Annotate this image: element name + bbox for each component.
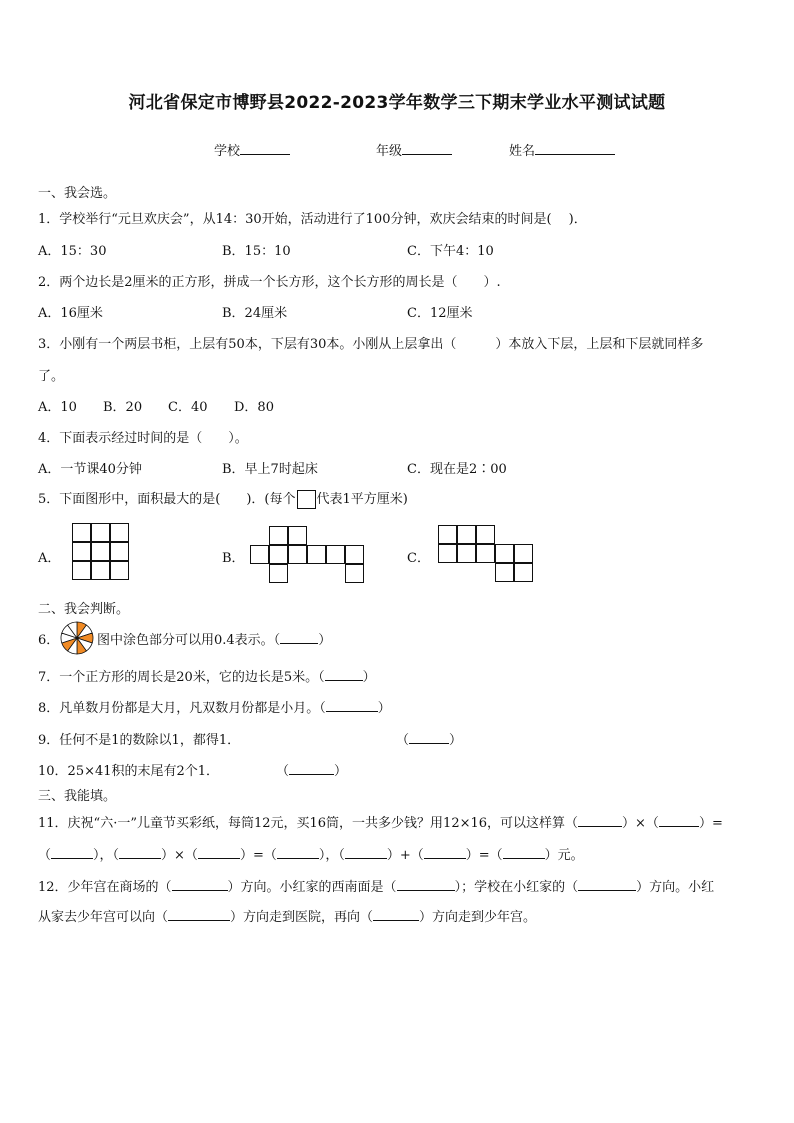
q12-text-1: 12．少年宫在商场的（ [38,880,172,895]
q2-option-a[interactable]: A．16厘米 [38,306,103,321]
q4-option-c[interactable]: C．现在是2∶00 [407,462,507,477]
question-9: 9．任何不是1的数除以1，都得1． [38,733,241,748]
q10-paren-open: （ [276,764,290,779]
section-2-heading: 二、我会判断。 [38,602,130,617]
section-3-heading: 三、我能填。 [38,789,117,804]
q10-answer-blank[interactable] [289,763,334,775]
q11-text-9: ）+（ [386,848,424,863]
name-blank[interactable] [535,142,615,155]
q6-paren-close: ） [318,633,332,648]
q5-option-b[interactable]: B． [222,551,245,566]
question-6 [38,629,59,648]
q9-answer [396,729,462,748]
q1-option-b[interactable]: B．15：10 [222,244,291,259]
name-label: 姓名 [509,144,536,159]
question-7 [38,666,376,685]
q11-blank-9[interactable] [503,847,545,859]
q12-text-4: ）方向。小红 [636,880,715,895]
question-12-line-1 [38,876,714,895]
school-blank[interactable] [240,142,290,155]
q6-answer-blank[interactable] [280,632,318,644]
q1-option-c[interactable]: C．下午4：10 [407,244,494,259]
name-field [509,140,615,159]
question-10: 10．25×41积的末尾有2个1． [38,764,220,779]
q11-text-6: ）×（ [161,848,198,863]
q11-blank-8[interactable] [424,847,466,859]
q8-answer-blank[interactable] [326,700,378,712]
q2-option-c[interactable]: C．12厘米 [407,306,473,321]
question-1: 1．学校举行“元旦欢庆会”，从14：30开始，活动进行了100分钟，欢庆会结束的时间是( )． [38,212,587,227]
q11-blank-5[interactable] [198,847,240,859]
q3-option-c[interactable]: C．40 [168,400,208,415]
school-field [214,140,290,159]
pie-figure-icon [59,620,95,656]
q12-blank-1[interactable] [172,879,228,891]
q11-text-1: 11．庆祝“六·一”儿童节买彩纸，每筒12元，买16筒，一共多少钱？用12×16，可以这样算（ [38,816,579,831]
q11-text-3: ）= [698,816,723,831]
q7-paren-close: ） [362,670,376,685]
q5-option-a[interactable]: A． [38,551,61,566]
q12-text-7: ）方向走到少年宫。 [419,910,537,925]
unit-square-icon [297,490,316,509]
q11-text-7: ）=（ [239,848,277,863]
q9-paren-open: （ [396,733,410,748]
q11-blank-1[interactable] [578,815,622,827]
q1-option-a[interactable]: A．15：30 [38,244,107,259]
q10-paren-close: ） [334,764,348,779]
q6-text: 图中涂色部分可以用0.4表示。（ [97,633,281,648]
q3-option-a[interactable]: A．10 [38,400,77,415]
q11-blank-3[interactable] [51,847,93,859]
q5-text-post: 代表1平方厘米) [316,492,408,507]
question-12-line-2 [38,906,536,925]
q6-number: 6． [38,633,60,648]
q12-text-5: 从家去少年宫可以向（ [38,910,169,925]
q6-statement [97,629,331,648]
q4-option-a[interactable]: A．一节课40分钟 [38,462,142,477]
q11-blank-4[interactable] [119,847,161,859]
q4-option-b[interactable]: B．早上7时起床 [222,462,318,477]
question-11-line-1 [38,812,723,831]
section-1-heading: 一、我会选。 [38,186,117,201]
q8-paren-close: ） [377,701,391,716]
q11-text-2: ）×（ [622,816,659,831]
q11-blank-7[interactable] [345,847,387,859]
q5-text-pre: 5．下面图形中，面积最大的是( )．(每个 [38,492,296,507]
q7-text: 7．一个正方形的周长是20米，它的边长是5米。（ [38,670,325,685]
question-3-line-2: 了。 [38,369,65,384]
q12-blank-5[interactable] [373,909,419,921]
question-3-line-1: 3．小刚有一个两层书柜，上层有50本，下层有30本。小刚从上层拿出（ ）本放入下层，上层和下层就同样多 [38,337,704,352]
q12-text-6: ）方向走到医院，再向（ [230,910,374,925]
school-label: 学校 [214,144,241,159]
q11-text-11: ）元。 [544,848,584,863]
question-4: 4．下面表示经过时间的是（ ）。 [38,431,248,446]
question-11-line-2 [38,844,584,863]
q11-text-4: （ [38,848,52,863]
grade-blank[interactable] [402,142,452,155]
q7-answer-blank[interactable] [325,669,363,681]
q12-blank-2[interactable] [397,879,455,891]
q9-paren-close: ） [449,733,463,748]
q2-option-b[interactable]: B．24厘米 [222,306,288,321]
question-5 [38,488,408,509]
q12-text-3: ）；学校在小红家的（ [454,880,579,895]
q9-answer-blank[interactable] [409,732,449,744]
q12-text-2: ）方向。小红家的西南面是（ [227,880,397,895]
q11-blank-2[interactable] [659,815,699,827]
q11-text-5: ），（ [93,848,120,863]
page-title: 河北省保定市博野县2022-2023学年数学三下期末学业水平测试试题 [128,93,666,113]
q3-option-d[interactable]: D．80 [234,400,274,415]
grade-field [376,140,452,159]
grade-label: 年级 [376,144,403,159]
q12-blank-4[interactable] [168,909,230,921]
q11-text-8: ），（ [318,848,345,863]
question-8 [38,697,391,716]
q8-text: 8．凡单数月份都是大月，凡双数月份都是小月。（ [38,701,326,716]
question-2: 2．两个边长是2厘米的正方形，拼成一个长方形，这个长方形的周长是（ ）. [38,275,501,290]
q5-option-c[interactable]: C． [407,551,430,566]
q3-option-b[interactable]: B．20 [103,400,143,415]
q11-text-10: ）=（ [465,848,503,863]
q11-blank-6[interactable] [277,847,319,859]
q12-blank-3[interactable] [578,879,636,891]
q10-answer [276,760,347,779]
